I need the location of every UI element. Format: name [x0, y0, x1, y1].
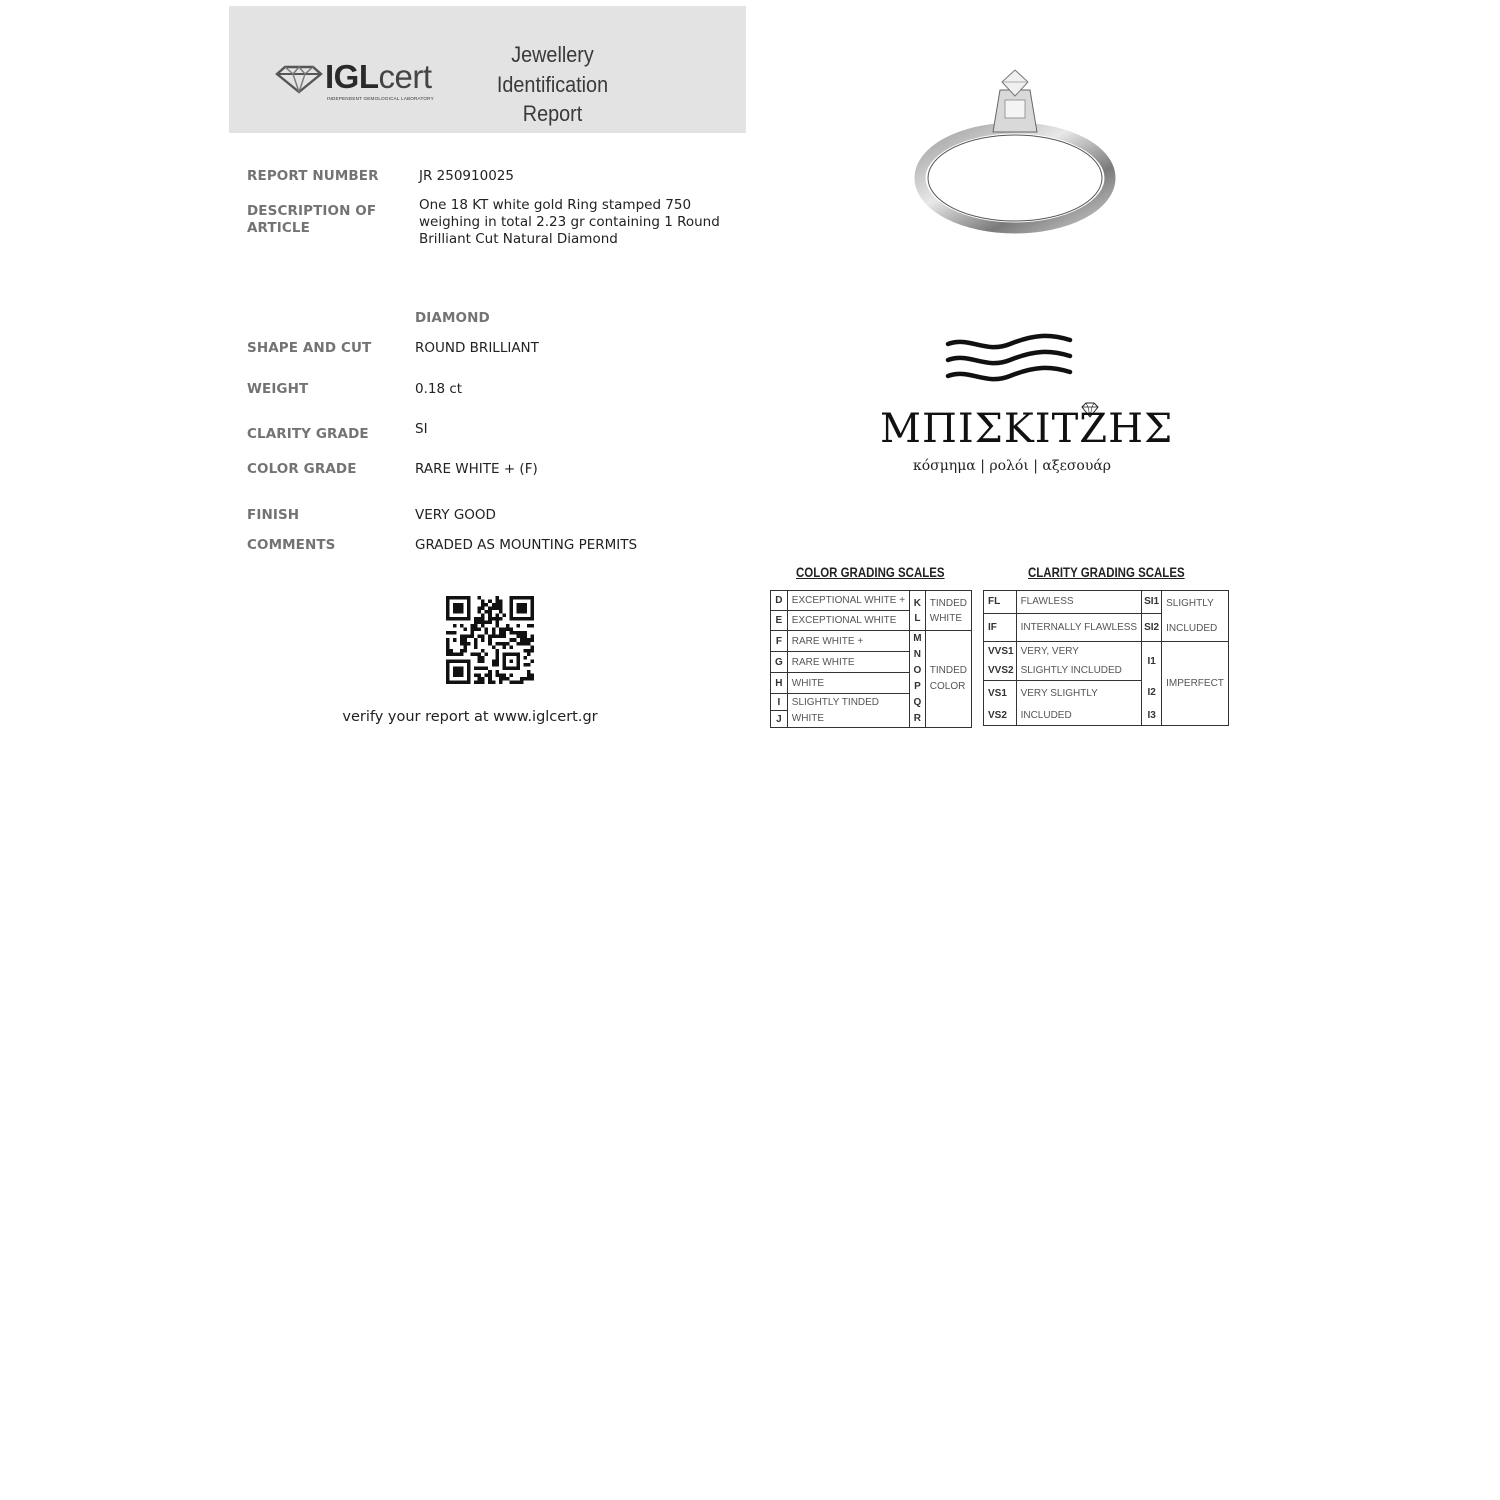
color-code: F: [771, 631, 788, 652]
section-heading: DIAMOND: [415, 310, 490, 326]
qr-code[interactable]: [446, 596, 534, 684]
logo-brand-bold: IGL: [325, 58, 379, 95]
color-code: M: [913, 633, 922, 644]
store-tagline: κόσμημα | ρολόι | αξεσουάρ: [912, 458, 1112, 474]
verify-text: verify your report at www.iglcert.gr: [342, 709, 598, 725]
clarity-code: SI1: [1142, 591, 1162, 614]
tinded-white-line: WHITE: [929, 612, 962, 624]
color-desc: SLIGHTLY TINDED: [787, 694, 909, 711]
ring-image: [905, 60, 1125, 240]
finish-label: FINISH: [247, 507, 300, 523]
color-desc: EXCEPTIONAL WHITE: [787, 611, 909, 631]
clarity-code: I3: [1142, 705, 1162, 726]
color-code: L: [914, 612, 921, 624]
title-line: Report: [522, 101, 583, 126]
tinded-color-line: TINDED: [929, 665, 967, 676]
color-code: P: [914, 681, 921, 692]
comments-label: COMMENTS: [247, 537, 336, 553]
clarity-code: SI2: [1142, 613, 1162, 641]
color-code: I: [771, 694, 788, 711]
report-number-label: REPORT NUMBER: [247, 168, 379, 184]
color-code: Q: [913, 697, 922, 708]
waves-logo-icon: [940, 332, 1075, 388]
clarity-label: CLARITY GRADE: [247, 426, 369, 442]
clarity-scale-table: [983, 590, 1229, 726]
clarity-scale-title: CLARITY GRADING SCALES: [1028, 565, 1185, 580]
weight-label: WEIGHT: [247, 381, 309, 397]
clarity-desc: INTERNALLY FLAWLESS: [1016, 613, 1142, 641]
color-label: COLOR GRADE: [247, 461, 357, 477]
clarity-code: VS2: [984, 705, 1017, 726]
tinded-white-line: TINDED: [929, 597, 967, 609]
diamond-logo-icon: [275, 64, 323, 94]
color-code: O: [913, 665, 922, 676]
description-label: DESCRIPTION OF ARTICLE: [247, 203, 377, 236]
tinded-color-cell: [925, 631, 971, 728]
slightly-included-line: INCLUDED: [1166, 623, 1218, 634]
clarity-code: I1: [1142, 642, 1162, 681]
description-line: One 18 KT white gold Ring stamped 750: [419, 197, 692, 213]
iglcert-logo: [275, 58, 455, 108]
finish-value: VERY GOOD: [415, 507, 496, 523]
tinded-color-line: COLOR: [929, 681, 966, 692]
color-code-group: [910, 631, 926, 728]
color-code: D: [771, 591, 788, 611]
clarity-desc: SLIGHTLY INCLUDED: [1016, 661, 1142, 681]
clarity-value: SI: [415, 421, 428, 437]
comments-value: GRADED AS MOUNTING PERMITS: [415, 537, 638, 553]
logo-subtitle: INDEPENDENT GEMOLOGICAL LABORATORY: [327, 96, 434, 101]
color-scale-title: COLOR GRADING SCALES: [796, 565, 945, 580]
report-number-value: JR 250910025: [419, 168, 514, 184]
color-desc: RARE WHITE: [787, 652, 909, 673]
clarity-code: I2: [1142, 681, 1162, 706]
weight-value: 0.18 ct: [415, 381, 463, 397]
tinded-white-cell: [925, 591, 971, 631]
clarity-desc: FLAWLESS: [1016, 591, 1142, 614]
color-desc: EXCEPTIONAL WHITE +: [787, 591, 909, 611]
clarity-code: FL: [984, 591, 1017, 614]
color-code: R: [913, 713, 922, 724]
color-desc: WHITE: [787, 673, 909, 694]
title-line: Jewellery: [511, 42, 594, 67]
clarity-code: VVS1: [984, 642, 1017, 662]
description-line: weighing in total 2.23 gr containing 1 Round: [419, 214, 720, 230]
title-line: Identification: [496, 71, 609, 97]
color-code: H: [771, 673, 788, 694]
color-scale-table: [770, 590, 972, 728]
clarity-desc: VERY, VERY: [1016, 642, 1142, 662]
color-code: K: [913, 597, 922, 609]
description-value: [419, 197, 720, 248]
clarity-desc: VERY SLIGHTLY: [1016, 681, 1142, 706]
color-code: G: [771, 652, 788, 673]
clarity-code: IF: [984, 613, 1017, 641]
slightly-included-cell: [1162, 591, 1229, 642]
color-code: N: [913, 649, 922, 660]
imperfect-cell: IMPERFECT: [1162, 642, 1229, 726]
shape-label: SHAPE AND CUT: [247, 340, 372, 356]
color-code: J: [771, 711, 788, 728]
color-value: RARE WHITE + (F): [415, 461, 538, 477]
clarity-desc: INCLUDED: [1016, 705, 1142, 726]
slightly-included-line: SLIGHTLY: [1166, 598, 1214, 609]
color-code-group: [910, 591, 926, 631]
document-title: [470, 40, 635, 129]
clarity-code: VVS2: [984, 661, 1017, 681]
color-desc: WHITE: [787, 711, 909, 728]
description-line: Brilliant Cut Natural Diamond: [419, 231, 618, 247]
store-name: ΜΠΙΣΚΙΤΖΗΣ: [880, 406, 1174, 452]
color-code: E: [771, 611, 788, 631]
clarity-code: VS1: [984, 681, 1017, 706]
logo-brand-light: cert: [378, 58, 432, 95]
color-desc: RARE WHITE +: [787, 631, 909, 652]
shape-value: ROUND BRILLIANT: [415, 340, 539, 356]
